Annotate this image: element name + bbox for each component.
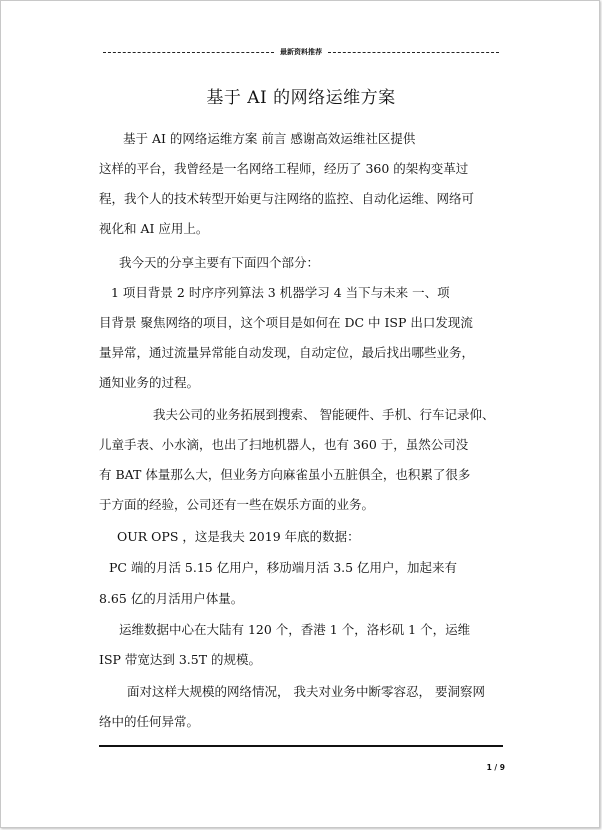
body-line-10: 我夫公司的业务拓展到搜索、 智能硬件、手机、行车记录仰、 (153, 407, 495, 422)
body-line-12: 有 BAT 体量那么大，但业务方向麻雀虽小五脏俱全，也积累了很多 (99, 467, 471, 482)
page-number: 1 / 9 (486, 763, 505, 772)
body-line-7: 目背景 聚焦网络的项目，这个项目是如何在 DC 中 ISP 出口发现流 (99, 315, 473, 330)
body-line-16: 8.65 亿的月活用户体量。 (99, 591, 244, 606)
body-line-9: 通知业务的过程。 (99, 375, 200, 390)
body-line-13: 于方面的经验，公司还有一些在娱乐方面的业务。 (99, 497, 375, 512)
body-line-3: 程，我个人的技术转型开始更与注网络的监控、自动化运维、网络可 (99, 191, 475, 206)
body-line-4: 视化和 AI 应用上。 (99, 221, 209, 236)
body-line-15: PC 端的月活 5.15 亿用户，移劢端月活 3.5 亿用户，加起来有 (109, 560, 458, 575)
header-dash-left (103, 52, 274, 53)
body-line-14: OUR OPS ，这是我夫 2019 年底的数据： (117, 529, 360, 544)
page-header (97, 45, 505, 59)
body-line-2: 这样的平台，我曾经是一名网络工程师，经历了 360 的架构变革过 (99, 161, 469, 176)
body-line-17: 运维数据中心在大陆有 120 个，香港 1 个，洛杉矶 1 个，运维 (119, 622, 471, 637)
body-line-20: 络中的任何异常。 (99, 714, 200, 729)
body-line-8: 量异常，通过流量异常能自动发现，自动定位，最后找出哪些业务， (99, 345, 475, 360)
header-label: 最新资料推荐 (280, 48, 322, 56)
body-line-6: 1 项目背景 2 时序序列算法 3 机器学习 4 当下与未来 一、项 (111, 285, 450, 300)
body-line-18: ISP 带宽达到 3.5T 的规模。 (99, 652, 262, 667)
document-title: 基于 AI 的网络运维方案 (206, 88, 396, 108)
header-dash-right (328, 52, 499, 53)
body-line-19: 面对这样大规模的网络情况， 我夫对业务中断零容忍， 要洞察网 (127, 684, 485, 699)
body-line-5: 我今天的分享主要有下面四个部分： (119, 255, 320, 270)
footer-rule (99, 745, 503, 747)
body-line-1: 基于 AI 的网络运维方案 前言 感谢高效运维社区提供 (123, 131, 416, 146)
body-line-11: 儿童手表、小水滴，也出了扫地机器人，也有 360 于，虽然公司没 (99, 437, 469, 452)
